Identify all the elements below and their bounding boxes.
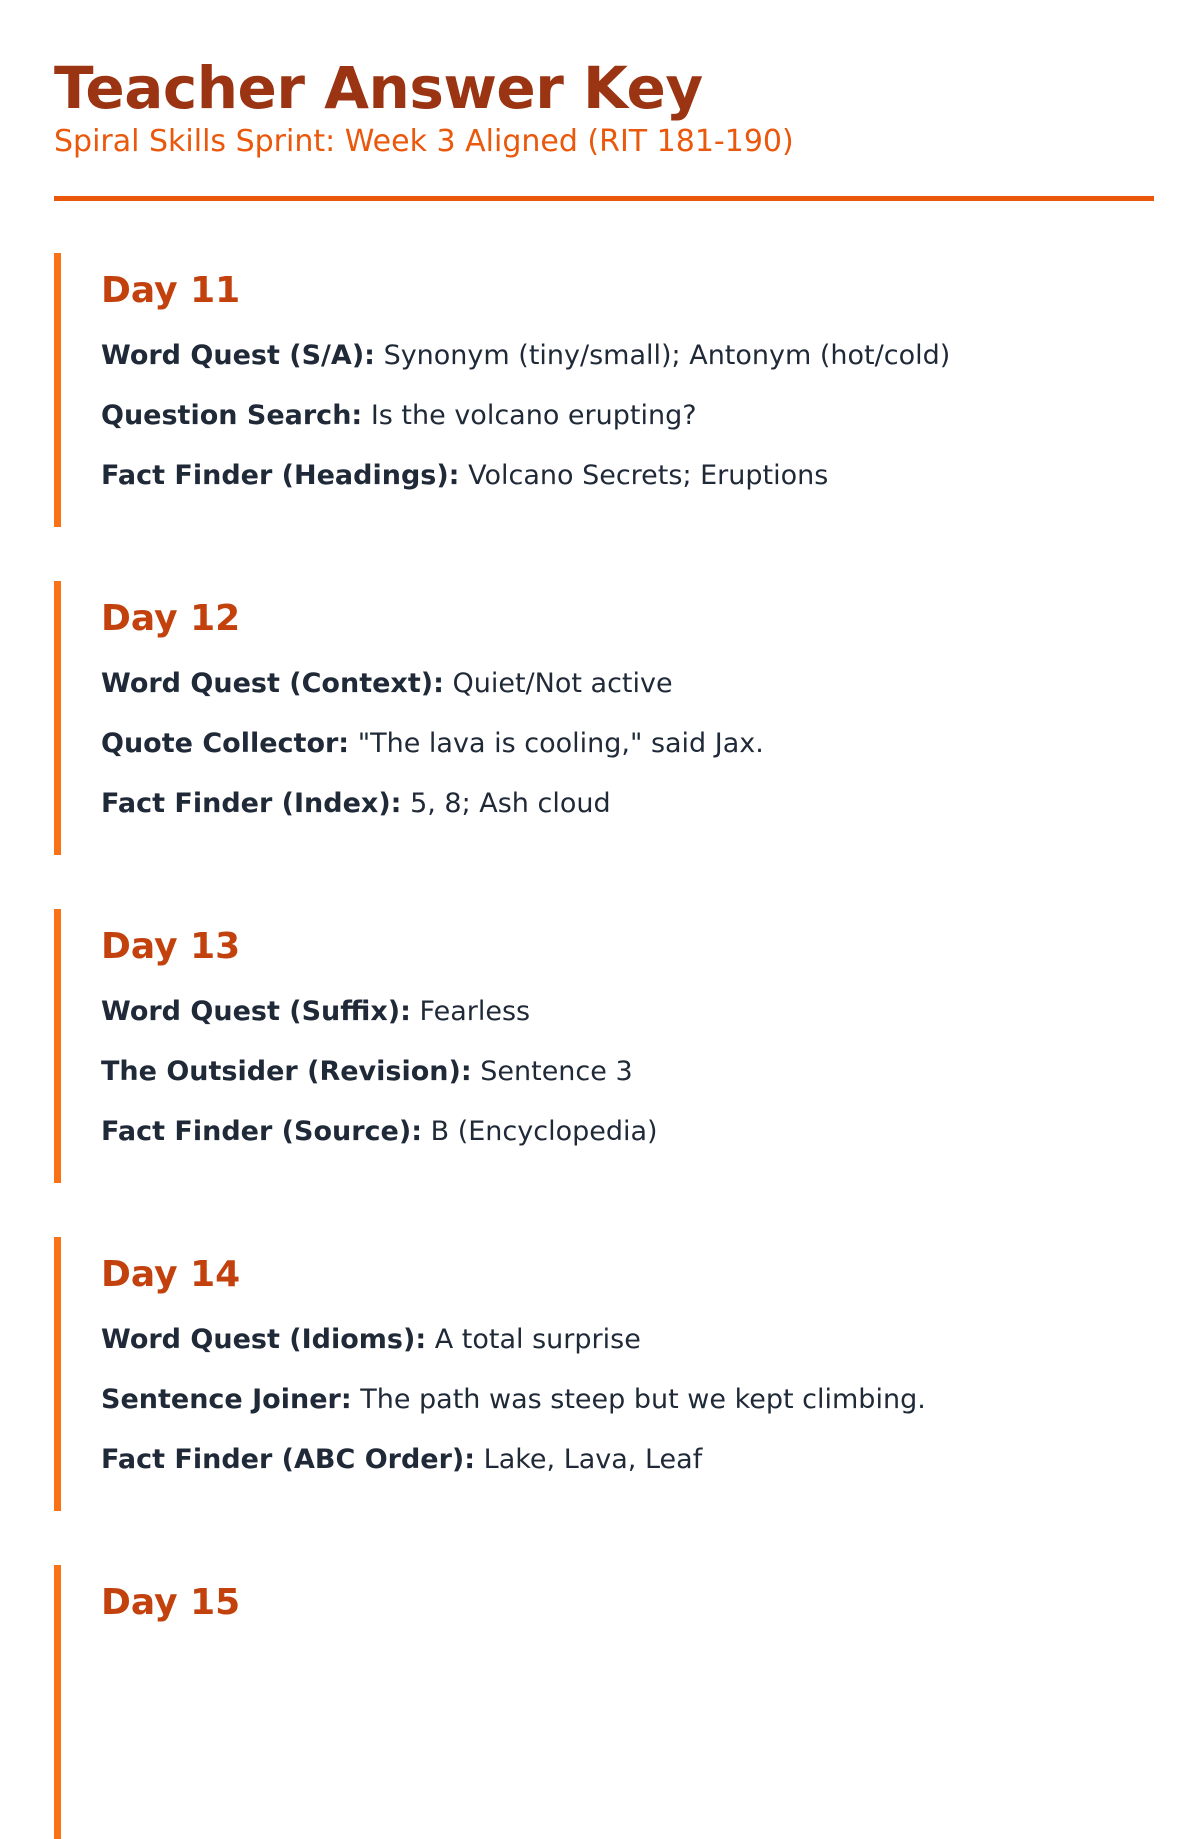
answer-label: Sentence Joiner: [101, 1384, 352, 1415]
day-title: Day 13 [101, 926, 241, 967]
day-section [54, 253, 1154, 527]
answer-text: "The lava is cooling," said Jax. [357, 728, 764, 759]
answer-label: The Outsider (Revision): [101, 1056, 472, 1087]
day-section [54, 1565, 1154, 1839]
day-section [54, 1237, 1154, 1511]
answer-key-page [54, 0, 1154, 1623]
answer-item [101, 667, 1154, 701]
answer-label: Word Quest (S/A): [101, 340, 375, 371]
page-title: Teacher Answer Key [54, 54, 703, 122]
answer-text: Synonym (tiny/small); Antonym (hot/cold) [383, 340, 951, 371]
answer-item [101, 459, 1154, 493]
day-title: Day 12 [101, 598, 241, 639]
day-title: Day 14 [101, 1254, 241, 1295]
answer-text: Volcano Secrets; Eruptions [468, 460, 829, 491]
answer-label: Word Quest (Idioms): [101, 1324, 427, 1355]
answer-label: Fact Finder (ABC Order): [101, 1444, 476, 1475]
day-title: Day 15 [101, 1582, 241, 1623]
day-title: Day 11 [101, 270, 241, 311]
answer-text: Lake, Lava, Leaf [483, 1444, 703, 1475]
answer-item [101, 1115, 1154, 1149]
answer-item [101, 1443, 1154, 1477]
answer-text: The path was steep but we kept climbing. [360, 1384, 926, 1415]
document-header [54, 0, 1154, 201]
answer-label: Quote Collector: [101, 728, 350, 759]
answer-text: Sentence 3 [480, 1056, 633, 1087]
page-subtitle: Spiral Skills Sprint: Week 3 Aligned (RIT 181-190) [54, 124, 794, 159]
answer-text: A total surprise [434, 1324, 641, 1355]
answer-label: Word Quest (Suffix): [101, 996, 411, 1027]
header-divider [54, 196, 1154, 201]
day-section [54, 581, 1154, 855]
answer-text: B (Encyclopedia) [430, 1116, 658, 1147]
answer-label: Question Search: [101, 400, 363, 431]
answer-item [101, 995, 1154, 1029]
answer-text: Fearless [419, 996, 531, 1027]
answer-label: Fact Finder (Headings): [101, 460, 460, 491]
answer-label: Fact Finder (Index): [101, 788, 402, 819]
answer-text: 5, 8; Ash cloud [410, 788, 611, 819]
answer-item [101, 1383, 1154, 1417]
answer-text: Quiet/Not active [452, 668, 673, 699]
answer-item [101, 1323, 1154, 1357]
answer-label: Word Quest (Context): [101, 668, 444, 699]
days-list [54, 253, 1154, 1839]
day-section [54, 909, 1154, 1183]
answer-item [101, 787, 1154, 821]
answer-item [101, 727, 1154, 761]
answer-item [101, 399, 1154, 433]
answer-label: Fact Finder (Source): [101, 1116, 422, 1147]
answer-item [101, 339, 1154, 373]
answer-item [101, 1055, 1154, 1089]
answer-text: Is the volcano erupting? [370, 400, 697, 431]
